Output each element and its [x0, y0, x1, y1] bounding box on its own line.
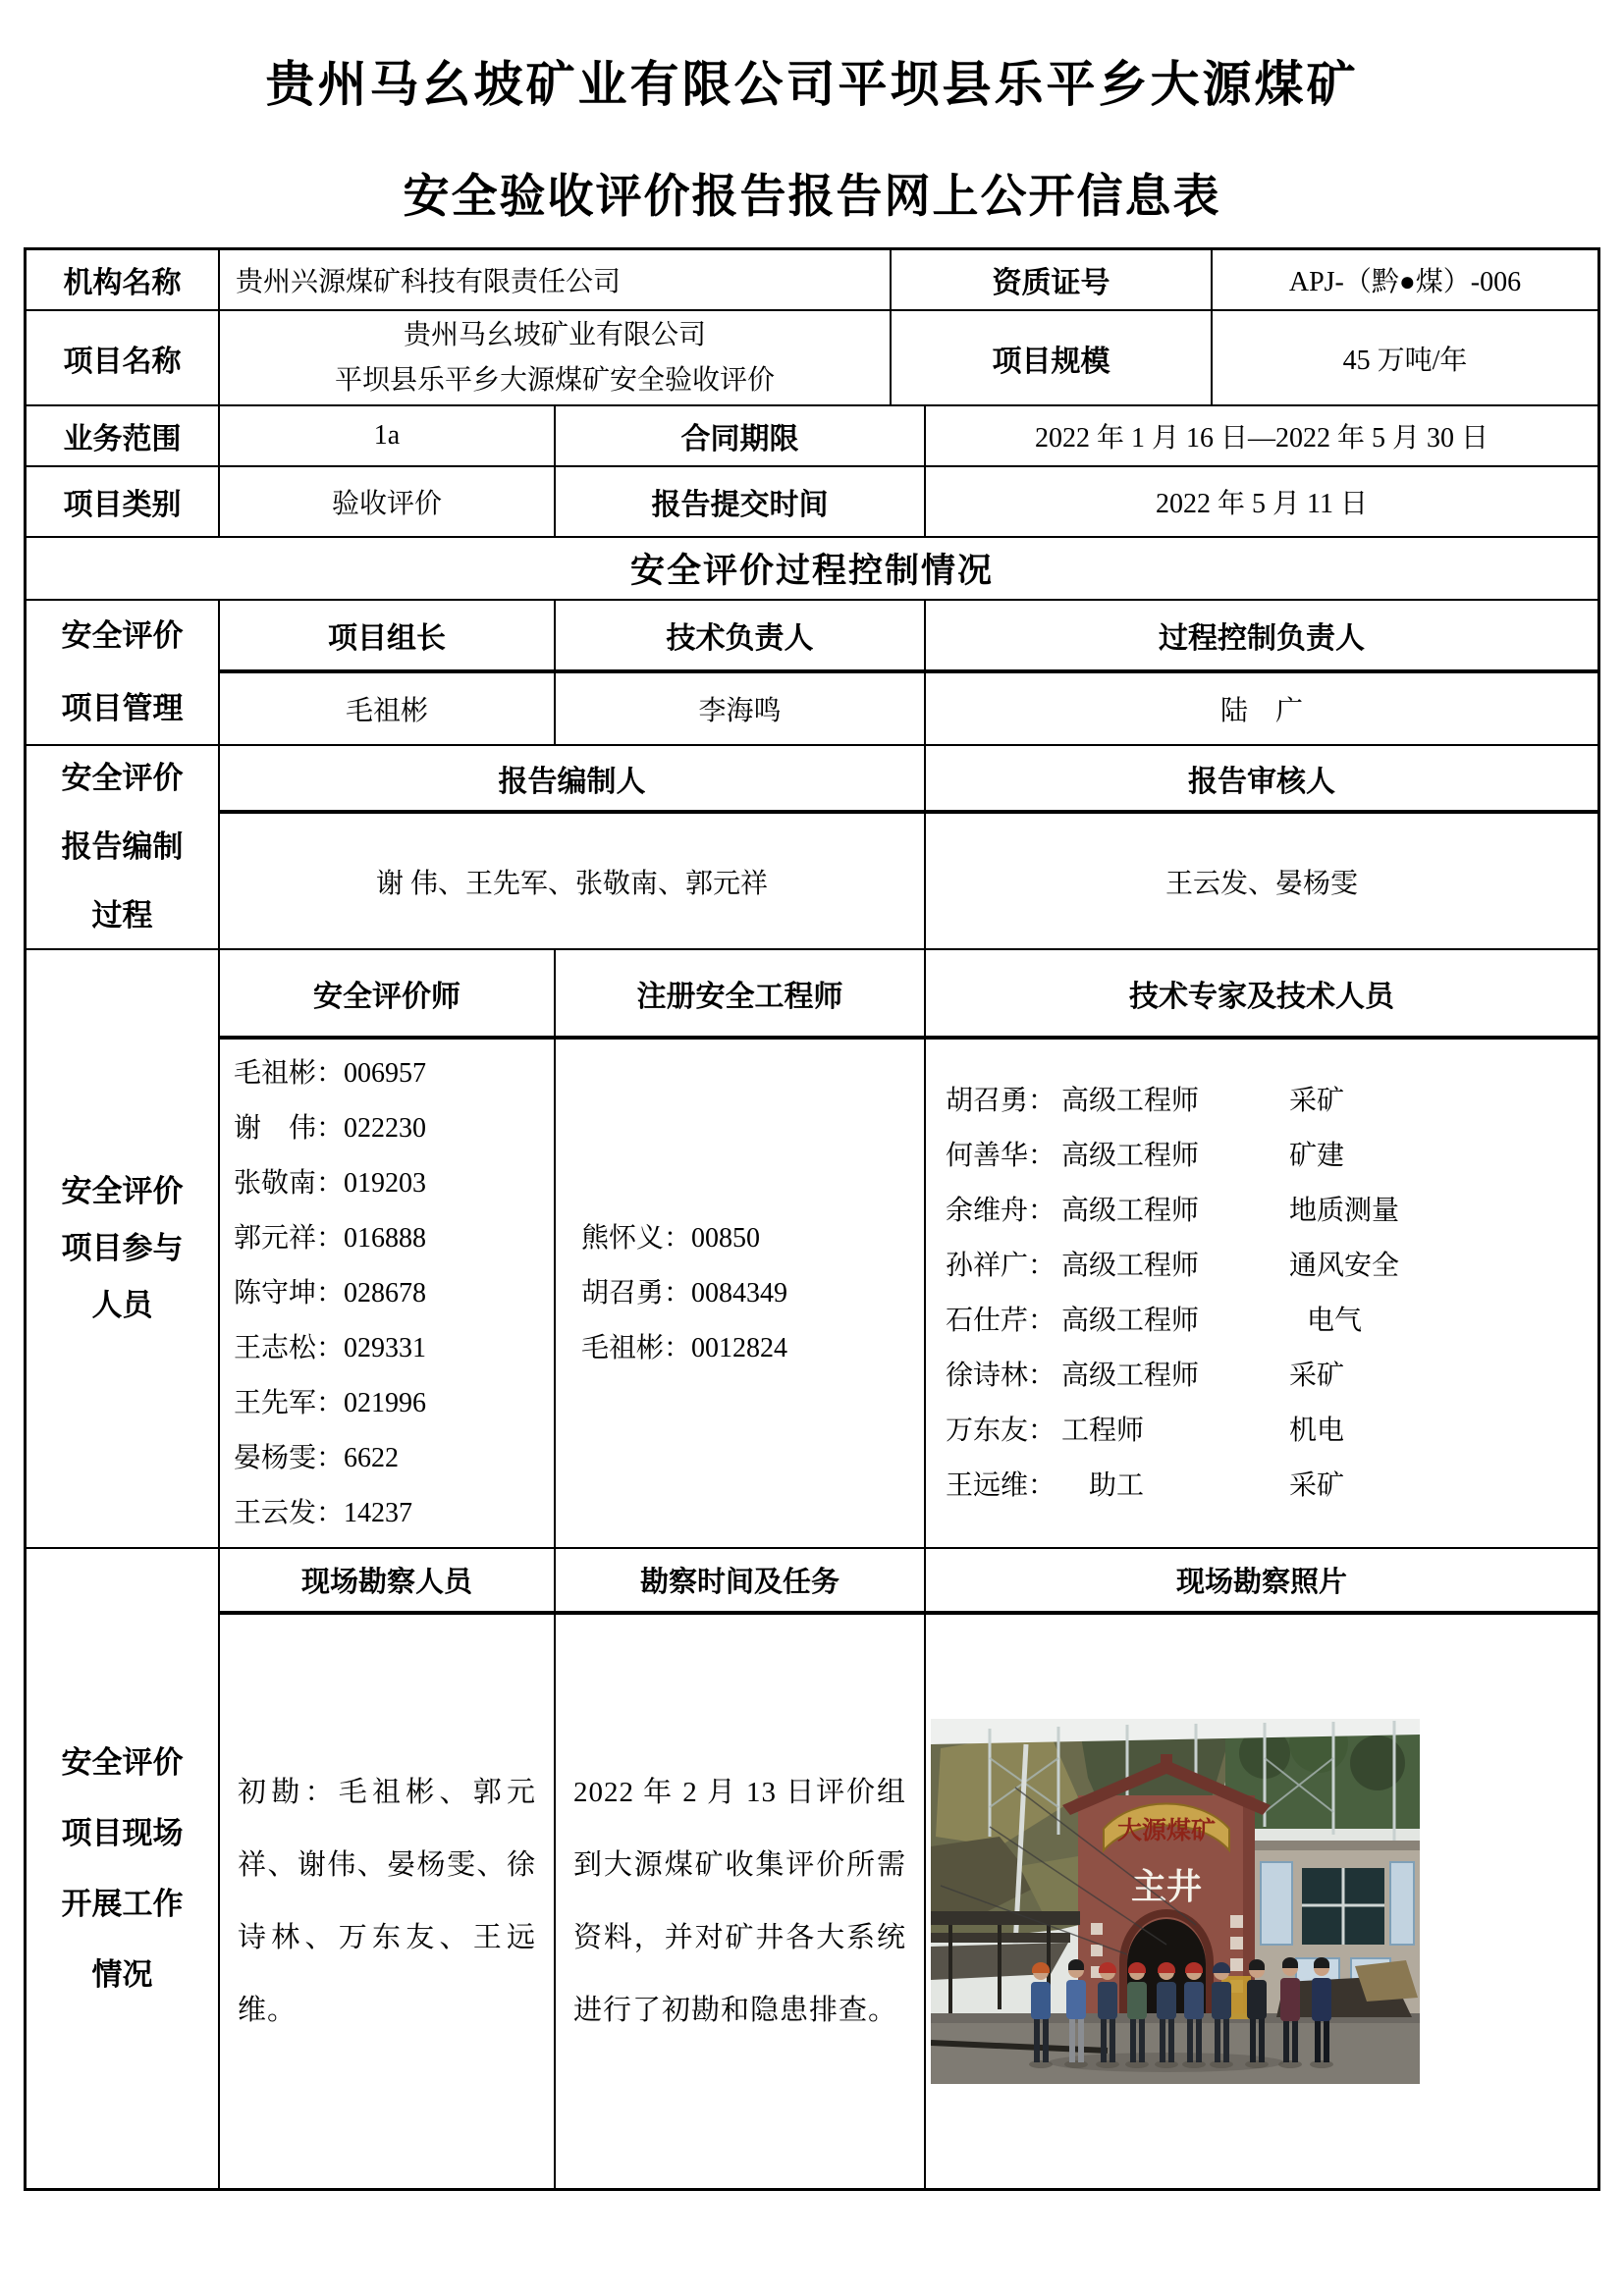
expert-field: 地质测量 — [1289, 1195, 1400, 1226]
cert-no-value: APJ-（黔●煤）-006 — [1288, 267, 1522, 297]
survey-task-cell — [556, 1615, 926, 2188]
safety-evaluator-label: 安全评价师 — [220, 950, 556, 1036]
engineer-item: 熊怀义：00850 — [581, 1222, 761, 1254]
survey-photo-label: 现场勘察照片 — [1175, 1567, 1347, 1598]
evaluator-item: 王志松：029331 — [234, 1332, 427, 1363]
expert-field: 电气 — [1307, 1305, 1363, 1336]
expert-title: 高级工程师 — [1061, 1085, 1200, 1116]
row-org — [27, 250, 1597, 311]
project-name-label: 项目名称 — [27, 311, 220, 404]
expert-title: 高级工程师 — [1061, 1250, 1200, 1281]
management-value-row — [220, 673, 1597, 744]
report-submit-label: 报告提交时间 — [556, 467, 926, 536]
process-control-lead-value: 陆 广 — [1219, 696, 1303, 726]
report-submit-value: 2022 年 5 月 11 日 — [1156, 489, 1368, 519]
photo-sign-top-text: 大源煤矿 — [1116, 1817, 1217, 1844]
engineers-list — [556, 1040, 926, 1547]
report-writer-value: 谢 伟、王先军、张敬南、郭元祥 — [220, 814, 926, 948]
expert-row — [946, 1239, 1399, 1294]
group-participants — [27, 950, 1597, 1549]
participants-side-label: 安全评价 项目参与 人员 — [27, 950, 220, 1547]
site-photo — [931, 1719, 1420, 2084]
report-writer-label: 报告编制人 — [220, 746, 926, 810]
contract-period-label: 合同期限 — [556, 406, 926, 465]
survey-staff-label: 现场勘察人员 — [220, 1549, 556, 1611]
expert-title: 高级工程师 — [1061, 1195, 1200, 1226]
evaluators-list — [220, 1040, 556, 1547]
expert-row — [946, 1294, 1362, 1349]
cert-no-label: 资质证号 — [892, 250, 1213, 309]
org-name-value: 贵州兴源煤矿科技有限责任公司 — [220, 250, 892, 309]
group-site-work — [27, 1549, 1597, 2188]
project-scale-value: 45 万吨/年 — [1342, 345, 1468, 376]
survey-staff-text: 初勘：毛祖彬、郭元祥、谢伟、晏杨雯、徐诗林、万东友、王远维。 — [238, 1777, 536, 2026]
expert-name: 胡召勇： — [946, 1085, 1056, 1116]
expert-row — [946, 1349, 1344, 1404]
expert-field: 采矿 — [1289, 1085, 1345, 1116]
evaluator-item: 郭元祥：016888 — [234, 1222, 427, 1254]
project-name-value — [220, 311, 892, 404]
expert-title: 高级工程师 — [1061, 1360, 1200, 1391]
photo-sign-main-text: 主井 — [1130, 1866, 1203, 1906]
participants-header-row — [220, 950, 1597, 1040]
registered-engineer-label: 注册安全工程师 — [556, 950, 926, 1036]
expert-field: 采矿 — [1289, 1360, 1345, 1391]
management-header-row — [220, 601, 1597, 673]
compilation-header-row — [220, 746, 1597, 814]
info-table — [24, 247, 1600, 2191]
site-work-side-label: 安全评价 项目现场 开展工作 情况 — [27, 1549, 220, 2188]
evaluator-item: 王先军：021996 — [234, 1387, 427, 1418]
expert-title: 高级工程师 — [1061, 1140, 1200, 1171]
org-name-label: 机构名称 — [27, 250, 220, 309]
expert-name: 徐诗林： — [946, 1360, 1056, 1391]
expert-title: 工程师 — [1061, 1415, 1145, 1446]
expert-row — [946, 1459, 1344, 1514]
business-scope-value: 1a — [220, 406, 556, 465]
expert-name: 孙祥广： — [946, 1250, 1056, 1281]
process-control-section-title: 安全评价过程控制情况 — [629, 552, 994, 590]
survey-task-text: 2022 年 2 月 13 日评价组到大源煤矿收集评价所需资料，并对矿井各大系统进行了初勘和隐患排查。 — [573, 1777, 906, 2026]
tech-lead-value: 李海鸣 — [556, 673, 926, 744]
management-side-label: 安全评价 项目管理 — [27, 601, 220, 744]
engineer-item: 毛祖彬：0012824 — [581, 1332, 788, 1363]
expert-name: 王远维： — [946, 1469, 1056, 1501]
evaluator-item: 毛祖彬：006957 — [234, 1057, 427, 1089]
expert-row — [946, 1074, 1344, 1129]
group-management — [27, 601, 1597, 746]
doc-title-line2: 安全验收评价报告报告网上公开信息表 — [403, 170, 1221, 222]
group-compilation — [27, 746, 1597, 950]
expert-row — [946, 1404, 1344, 1459]
expert-field: 机电 — [1289, 1415, 1345, 1446]
row-project — [27, 311, 1597, 406]
experts-list — [926, 1040, 1597, 1547]
survey-photo-cell — [926, 1615, 1597, 2188]
contract-period-value: 2022 年 1 月 16 日—2022 年 5 月 30 日 — [1034, 423, 1489, 454]
expert-field: 通风安全 — [1289, 1250, 1400, 1281]
process-control-lead-label: 过程控制负责人 — [1159, 622, 1365, 655]
compilation-side-label: 安全评价 报告编制 过程 — [27, 746, 220, 948]
evaluator-item: 晏杨雯：6622 — [234, 1442, 400, 1473]
evaluator-item: 王云发：14237 — [234, 1497, 413, 1528]
expert-name: 余维舟： — [946, 1195, 1056, 1226]
team-leader-value: 毛祖彬 — [220, 673, 556, 744]
tech-lead-label: 技术负责人 — [556, 601, 926, 669]
row-business — [27, 406, 1597, 467]
participants-content-row — [220, 1040, 1597, 1547]
project-scale-label: 项目规模 — [892, 311, 1213, 404]
compilation-value-row — [220, 814, 1597, 948]
evaluator-item: 张敬南：019203 — [234, 1167, 427, 1199]
report-reviewer-value: 王云发、晏杨雯 — [1164, 868, 1358, 899]
doc-title-line1: 贵州马幺坡矿业有限公司平坝县乐平乡大源煤矿 — [265, 57, 1359, 112]
row-category — [27, 467, 1597, 538]
team-leader-label: 项目组长 — [220, 601, 556, 669]
row-section-title — [27, 538, 1597, 601]
survey-task-label: 勘察时间及任务 — [556, 1549, 926, 1611]
expert-name: 何善华： — [946, 1140, 1056, 1171]
business-scope-label: 业务范围 — [27, 406, 220, 465]
evaluator-item: 陈守坤：028678 — [234, 1277, 427, 1308]
engineer-item: 胡召勇：0084349 — [581, 1277, 788, 1308]
expert-name: 万东友： — [946, 1415, 1056, 1446]
expert-row — [946, 1129, 1344, 1184]
project-name-line2: 平坝县乐平乡大源煤矿安全验收评价 — [334, 364, 775, 396]
report-reviewer-label: 报告审核人 — [1188, 765, 1335, 798]
expert-field: 矿建 — [1289, 1140, 1345, 1171]
expert-title: 助工 — [1061, 1469, 1145, 1501]
technical-experts-label: 技术专家及技术人员 — [1129, 980, 1394, 1013]
evaluator-item: 谢 伟：022230 — [234, 1112, 427, 1144]
project-category-value: 验收评价 — [220, 467, 556, 536]
project-name-line1: 贵州马幺坡矿业有限公司 — [403, 319, 706, 350]
survey-staff-cell — [220, 1615, 556, 2188]
site-work-content-row — [220, 1615, 1597, 2188]
expert-title: 高级工程师 — [1061, 1305, 1200, 1336]
expert-row — [946, 1184, 1399, 1239]
expert-field: 采矿 — [1289, 1469, 1345, 1501]
site-work-header-row — [220, 1549, 1597, 1615]
expert-name: 石仕芹： — [946, 1305, 1056, 1336]
project-category-label: 项目类别 — [27, 467, 220, 536]
